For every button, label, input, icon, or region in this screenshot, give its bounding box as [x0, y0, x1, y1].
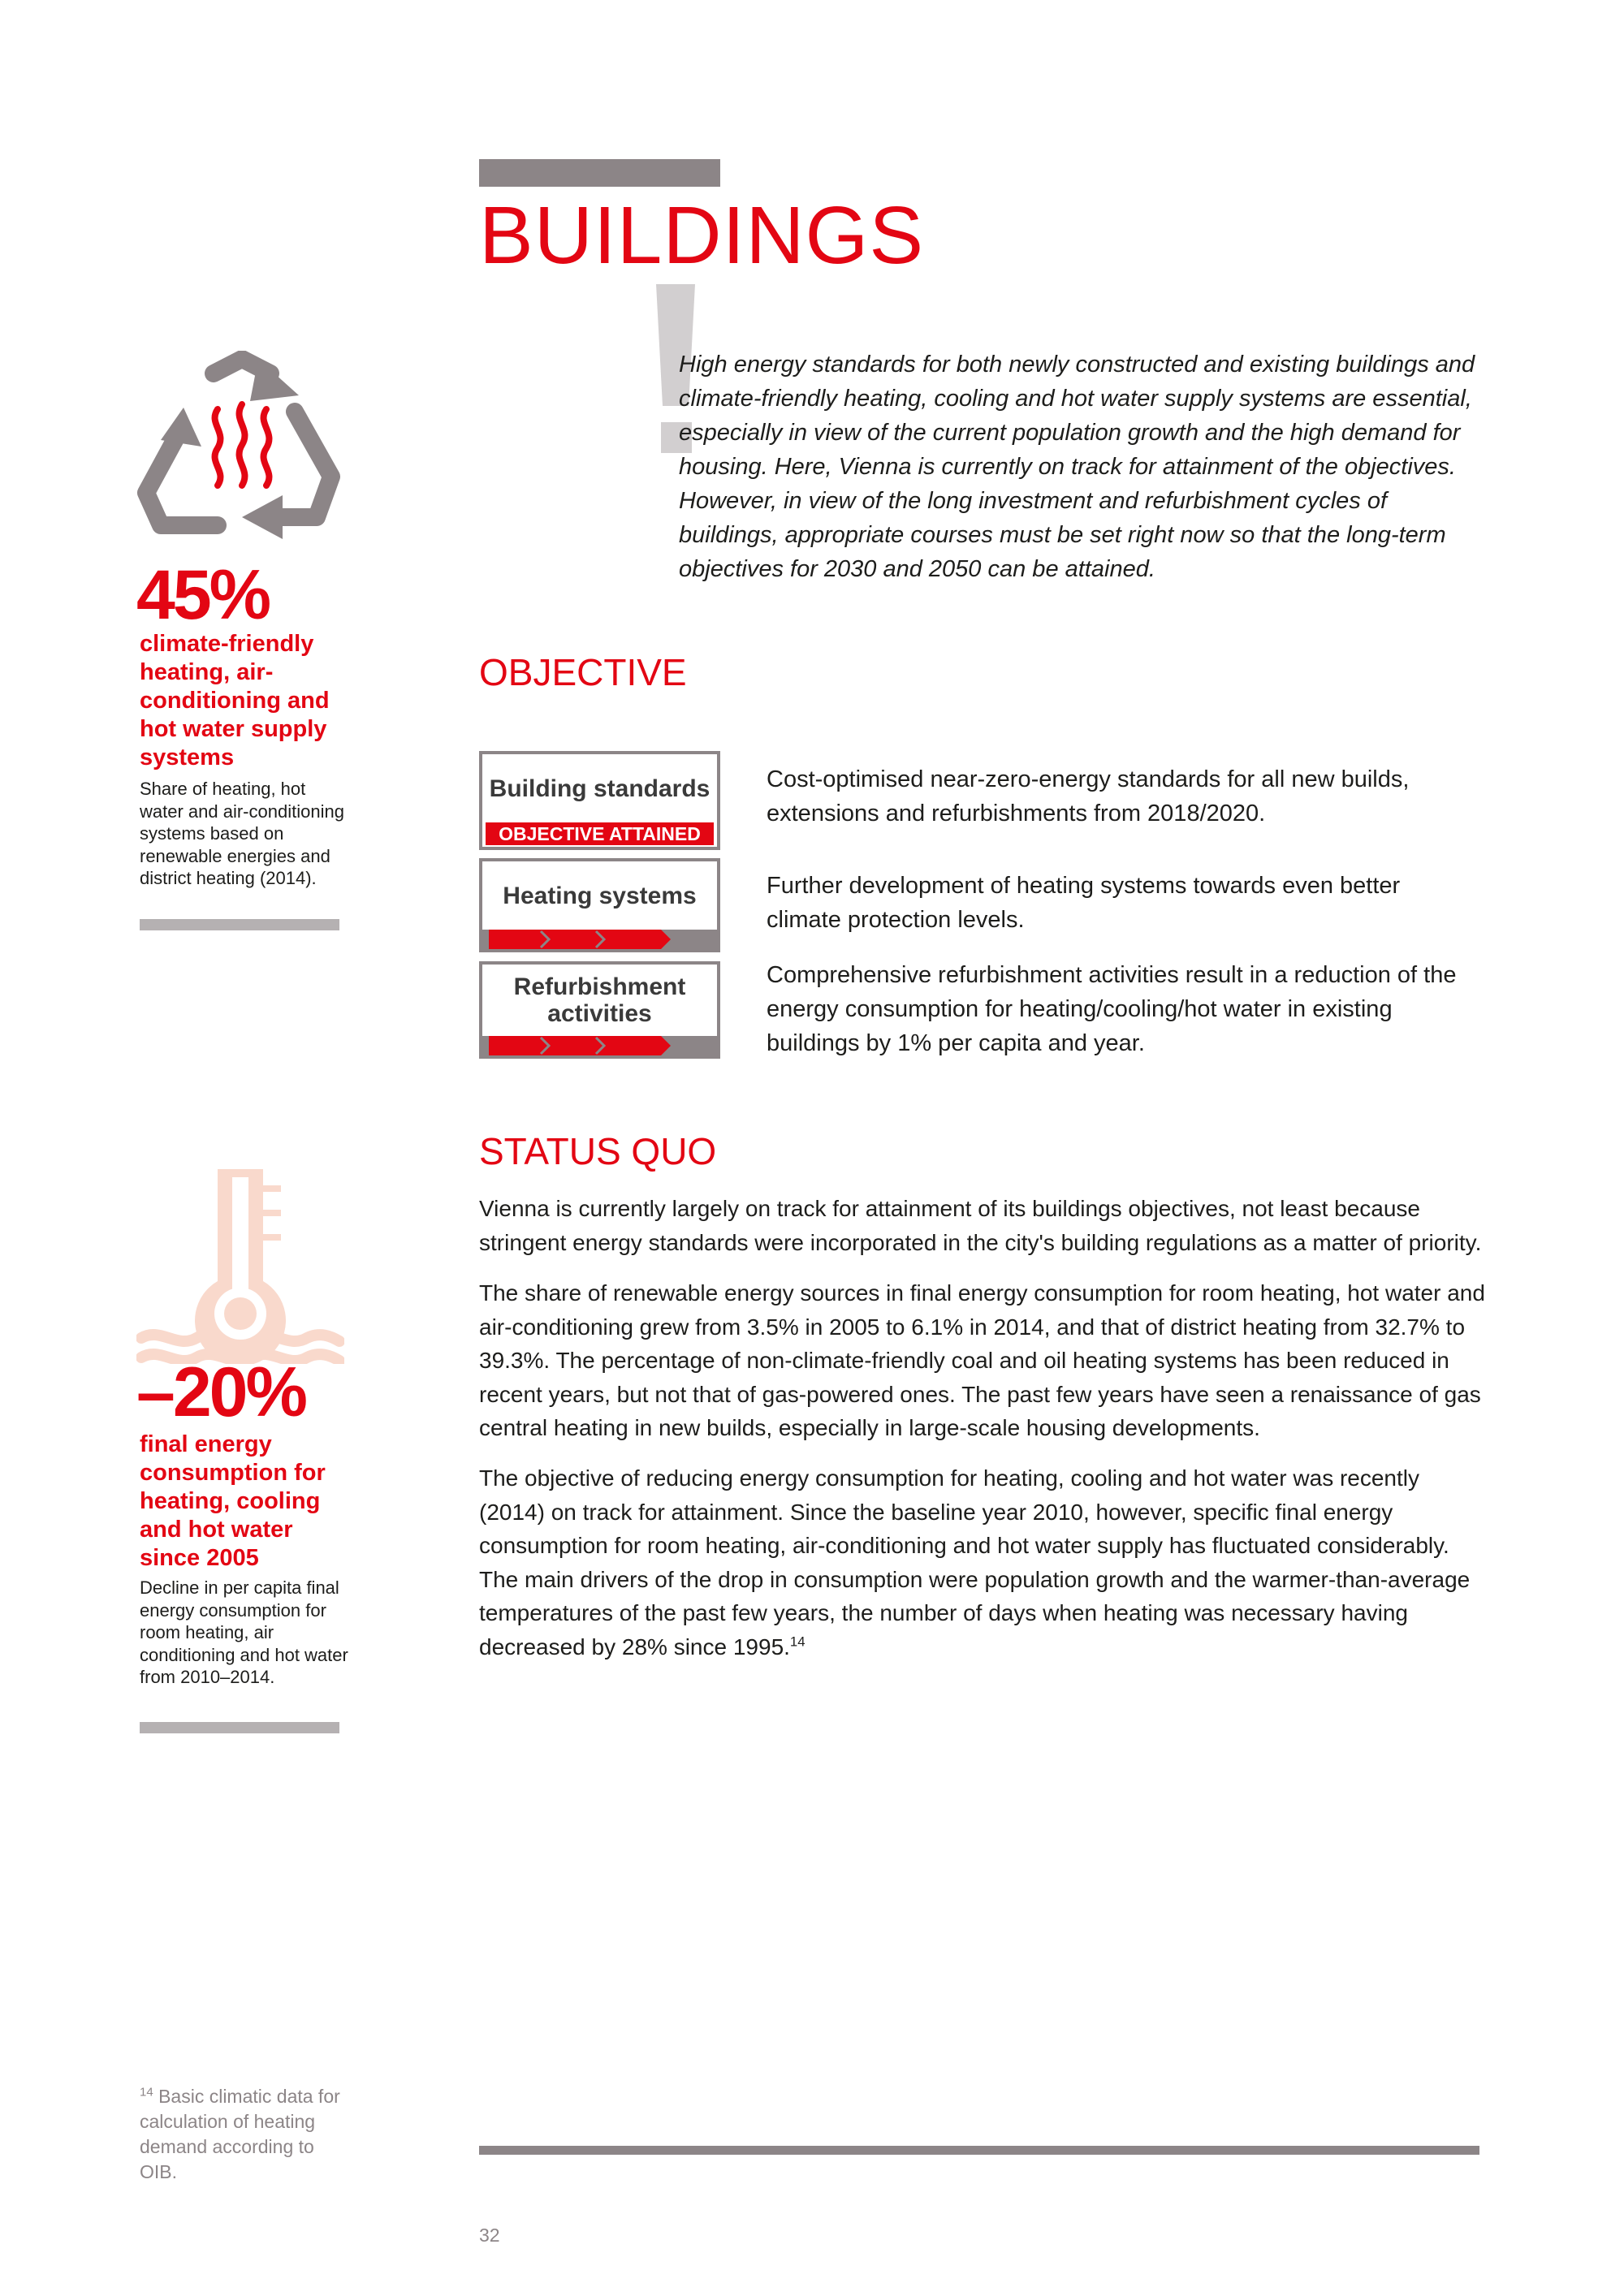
objective-heading: OBJECTIVE: [479, 651, 687, 693]
progress-arrows: [482, 1036, 717, 1055]
sidebar-divider: [140, 1722, 339, 1733]
footnote: [140, 2084, 351, 2185]
objective-label: Building standards: [489, 775, 710, 802]
objective-label: Refurbishment activities: [513, 973, 686, 1027]
objective-box-building-standards: [479, 751, 720, 850]
objective-description: Further development of heating systems towards even better climate protection levels.: [767, 873, 1401, 933]
stat-title: climate-friendly heating, air-conditioning and hot water supply systems: [140, 631, 330, 770]
progress-arrows: [482, 930, 717, 949]
sidebar-divider: [140, 919, 339, 930]
stat-description: Decline in per capita final energy consumption for room heating, air conditioning and hot water from 2010–2014.: [140, 1577, 348, 1687]
stat-title: final energy consumption for heating, cooling and hot water since 2005: [140, 1431, 326, 1571]
stat-value: –20%: [136, 1353, 305, 1431]
paragraph-text: The objective of reducing energy consumption for heating, cooling and hot water was recently (2014) on track for attainment. Since the baseline year 2010, however, specific final energy consumption for room heating, air-conditioning and hot water supply has fluctuated considerably. The main drivers of the drop in consumption were population growth and the warmer-than-average temperatures of the past few years, the number of days when heating was necessary having decreased by 28% since 1995.: [479, 1465, 1471, 1659]
footer-rule: [479, 2146, 1479, 2155]
stat-value: 45%: [136, 556, 270, 634]
intro-text: High energy standards for both newly constructed and existing buildings and climate-friendly heating, cooling and hot water supply systems are essential, especially in view of the current population growth and the high demand for housing. Here, Vienna is currently on track for attainment of the objectives. However, in view of the long investment and refurbishment cycles of buildings, appropriate courses must be set right now so that the long-term objectives for 2030 and 2050 can be attained.: [679, 352, 1475, 582]
recycle-heat-icon: [136, 351, 348, 552]
objective-description: Cost-optimised near-zero-energy standards for all new builds, extensions and refurbishments from 2018/2020.: [767, 766, 1410, 826]
page-number: 32: [479, 2225, 500, 2246]
page-title: BUILDINGS: [479, 190, 925, 281]
status-paragraph: [479, 1461, 1486, 1664]
footnote-number: 14: [140, 2085, 153, 2100]
objective-box-refurbishment: [479, 961, 720, 1059]
thermometer-icon: [136, 1169, 344, 1364]
footnote-text: Basic climatic data for calculation of heating demand according to OIB.: [140, 2086, 340, 2182]
status-paragraph: The share of renewable energy sources in final energy consumption for room heating, hot water and air-conditioning grew from 3.5% in 2005 to 6.1% in 2014, and that of district heating from 32.7% to 39.3%. The percentage of non-climate-friendly coal and oil heating systems has been reduced in recent years, but not that of gas-powered ones. The past few years have seen a renaissance of gas central heating in new builds, especially in large-scale housing developments.: [479, 1280, 1485, 1440]
status-quo-heading: STATUS QUO: [479, 1130, 717, 1172]
title-decor-bar: [479, 159, 720, 187]
footnote-reference: 14: [789, 1634, 806, 1650]
objective-description: Comprehensive refurbishment activities result in a reduction of the energy consumption for heating/cooling/hot water in existing buildings by 1% per capita and year.: [767, 962, 1457, 1056]
objective-label: Heating systems: [503, 882, 697, 909]
status-paragraph: Vienna is currently largely on track for attainment of its buildings objectives, not least because stringent energy standards were incorporated in the city's building regulations as a matter of priority.: [479, 1196, 1482, 1255]
objective-attained-badge: OBJECTIVE ATTAINED: [486, 822, 714, 845]
objective-box-heating-systems: [479, 858, 720, 952]
stat-description: Share of heating, hot water and air-conditioning systems based on renewable energies and district heating (2014).: [140, 779, 344, 888]
